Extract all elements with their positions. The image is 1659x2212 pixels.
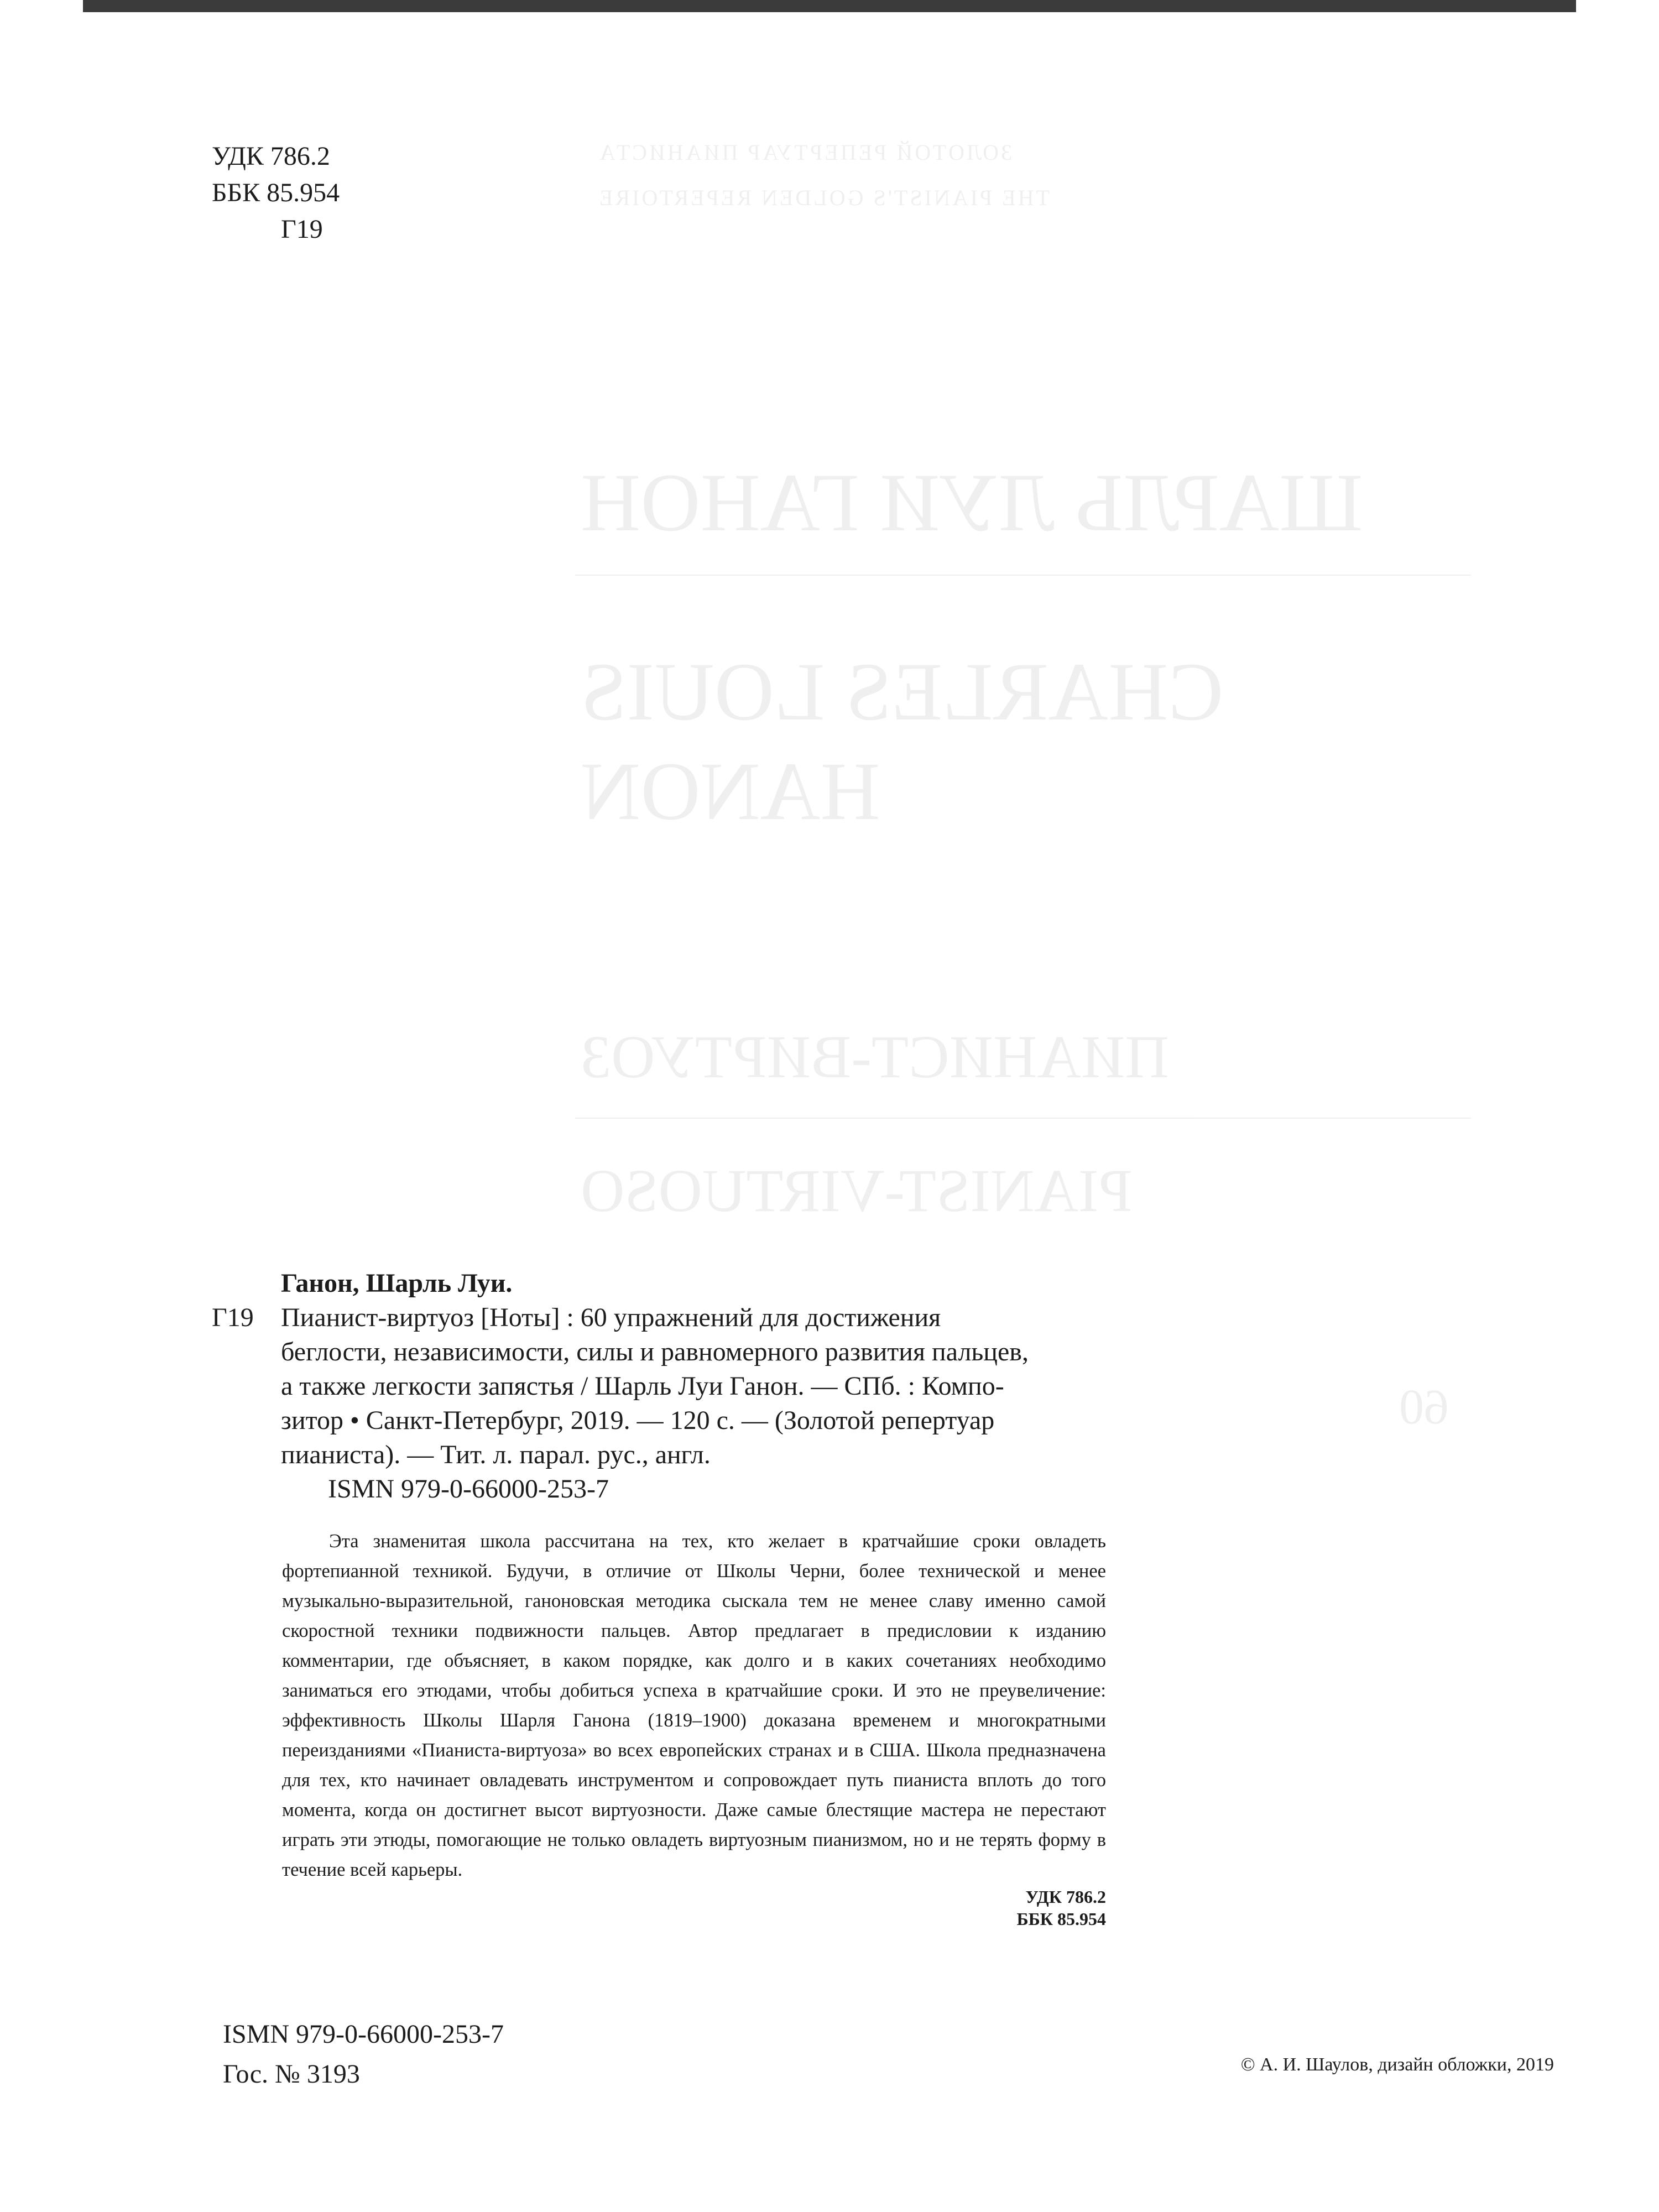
bbk-code: ББК 85.954 bbox=[212, 178, 340, 207]
bleed-series-en: THE PIANIST'S GOLDEN REPERTOIRE bbox=[597, 185, 1050, 210]
annotation-udk: УДК 786.2 bbox=[1025, 1887, 1106, 1907]
bleed-title-ru: ПИАНИСТ-ВИРТУОЗ bbox=[581, 1023, 1169, 1091]
bleed-title-en: PIANIST-VIRTUOSO bbox=[581, 1157, 1133, 1224]
annotation-codes bbox=[1016, 1886, 1106, 1930]
bleed-author-en: CHARLES LOUIS HANON bbox=[581, 646, 1224, 837]
catalog-author: Ганон, Шарль Луи. bbox=[281, 1269, 513, 1298]
catalog-line: зитор • Санкт-Петербург, 2019. — 120 с. — (Золотой репертуар bbox=[281, 1406, 995, 1435]
catalog-line: пианиста). — Тит. л. парал. рус., англ. bbox=[281, 1440, 711, 1469]
annotation-text: Эта знаменитая школа рассчитана на тех, кто желает в кратчайшие сроки овладеть фортепианной техникой. Будучи, в отличие от Школы Черни, более технической и менее музыкально-выразительной, ганоновская методика сыскала тем не менее славу именно самой скоростной техники подвижности пальцев. Автор предлагает в предисловии к изданию комментарии, где объясняет, в каком порядке, как долго и в каких сочетаниях необходимо заниматься его этюдами, чтобы добиться успеха в кратчайшие сроки. И это не преувеличение: эффективность Школы Шарля Ганона (1819–1900) доказана временем и многократными переизданиями «Пианиста-виртуоза» во всех европейских странах и в США. Школа предназначена для тех, кто начинает овладевать инструментом и сопровождает путь пианиста вплоть до того момента, когда он достигнет высот виртуозности. Даже самые блестящие мастера не перестают играть эти этюды, помогающие не только овладеть виртуозным пианизмом, но и не терять форму в течение всей карьеры. bbox=[282, 1531, 1106, 1880]
catalog-line: Пианист-виртуоз [Ноты] : 60 упражнений для достижения bbox=[281, 1303, 941, 1332]
catalog-entry bbox=[212, 1301, 1108, 1472]
catalog-line: беглости, независимости, силы и равномерного развития пальцев, bbox=[281, 1337, 1029, 1366]
bleed-author-ru: ШАРЛЬ ЛУИ ГАНОН bbox=[581, 457, 1363, 549]
footer-identifiers bbox=[223, 2015, 504, 2094]
footer-ismn: ISMN 979-0-66000-253-7 bbox=[223, 2020, 504, 2049]
bleed-number: 60 bbox=[1399, 1380, 1449, 1434]
udk-code: УДК 786.2 bbox=[212, 142, 330, 171]
bleed-rule-2 bbox=[575, 1118, 1471, 1119]
copyright-notice: © А. И. Шаулов, дизайн обложки, 2019 bbox=[1240, 2054, 1554, 2075]
author-mark: Г19 bbox=[281, 215, 323, 244]
catalog-line: а также легкости запястья / Шарль Луи Ганон. — СПб. : Компо- bbox=[281, 1371, 1004, 1401]
bleed-series-ru: ЗОЛОТОЙ РЕПЕРТУАР ПИАНИСТА bbox=[597, 140, 1013, 165]
footer-gos-number: Гос. № 3193 bbox=[223, 2059, 360, 2089]
bleed-rule bbox=[575, 575, 1471, 576]
catalog-record bbox=[212, 1266, 1108, 1506]
catalog-ismn: ISMN 979-0-66000-253-7 bbox=[328, 1474, 609, 1504]
annotation-bbk: ББК 85.954 bbox=[1016, 1909, 1106, 1929]
classification-block bbox=[212, 138, 340, 248]
catalog-author-mark: Г19 bbox=[212, 1303, 254, 1332]
scan-top-edge bbox=[83, 0, 1576, 12]
